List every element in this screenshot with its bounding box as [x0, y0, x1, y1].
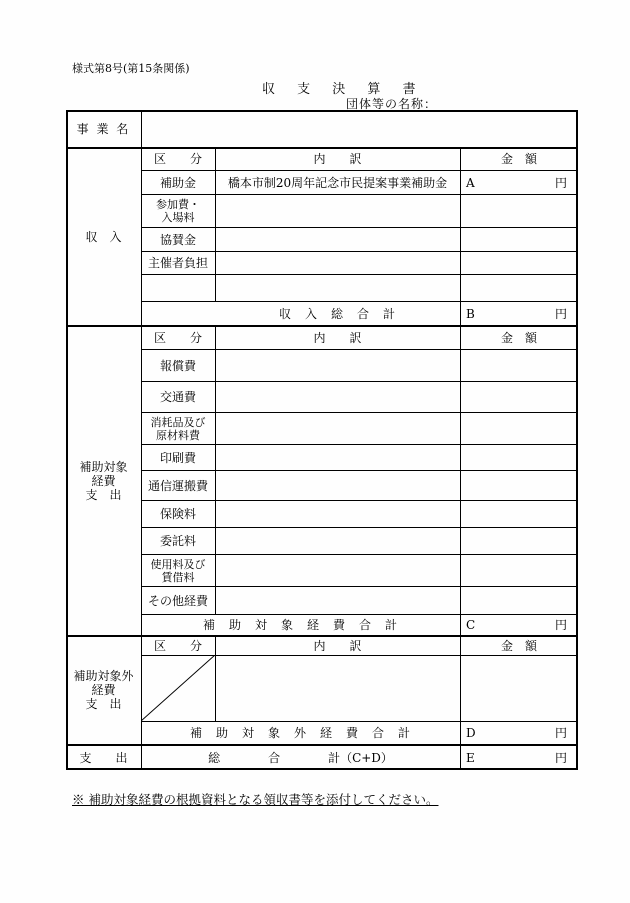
organization-name-label: 団体等の名称：: [346, 97, 438, 111]
expense-category-printing: 印刷費: [159, 450, 196, 465]
non-subsidized-header-amount: 金 額: [500, 638, 537, 653]
expense-category-rental: 使用料及び 賃借料: [150, 557, 206, 584]
subsidized-header-amount: 金 額: [500, 330, 537, 345]
expense-category-consumables: 消耗品及び 原材料費: [150, 415, 206, 442]
amount-code-c: C: [466, 618, 476, 632]
subsidized-expense-section-label: 補助対象 経費 支 出: [79, 459, 128, 502]
non-subsidized-total-label: 補 助 対 象 外 経 費 合 計: [189, 726, 411, 740]
document-title: 収 支 決 算 書: [262, 82, 425, 97]
income-detail-subsidy[interactable]: 橋本市制20周年記念市民提案事業補助金: [227, 175, 448, 190]
form-number: 様式第8号(第15条関係): [72, 62, 190, 75]
expense-category-outsourcing: 委託料: [159, 534, 196, 548]
amount-code-d: D: [466, 726, 476, 740]
expense-category-insurance: 保険料: [159, 507, 196, 521]
expense-category-other: その他経費: [147, 593, 208, 608]
grand-total-label: 総 合 計（C+D）: [208, 750, 393, 765]
income-header-detail: 内 訳: [313, 152, 362, 166]
income-header-category: 区 分: [153, 152, 202, 166]
income-category-subsidy: 補助金: [159, 175, 196, 190]
column-divider: [215, 325, 216, 614]
diagonal-strike: [141, 655, 215, 721]
income-category-organizer-share: 主催者負担: [147, 256, 208, 270]
project-name-field[interactable]: [142, 112, 576, 146]
yen-unit: 円: [554, 750, 567, 765]
non-subsidized-header-category: 区 分: [153, 638, 202, 653]
yen-unit: 円: [554, 618, 567, 632]
column-divider: [460, 147, 461, 770]
expense-category-communication: 通信運搬費: [147, 478, 208, 493]
subsidized-header-detail: 内 訳: [313, 330, 362, 345]
yen-unit: 円: [554, 175, 567, 190]
income-category-participation-fee: 参加費・ 入場料: [156, 198, 200, 224]
subsidized-header-category: 区 分: [153, 330, 202, 345]
yen-unit: 円: [554, 306, 567, 321]
income-total-label: 収 入 総 合 計: [278, 306, 396, 321]
non-subsidized-header-detail: 内 訳: [313, 638, 362, 653]
yen-unit: 円: [554, 726, 567, 740]
grand-total-section-label: 支 出: [79, 750, 128, 765]
income-section-label: 収 入: [85, 229, 122, 244]
row-divider: [141, 274, 578, 275]
non-subsidized-section-label: 補助対象外 経費 支 出: [73, 669, 134, 711]
income-header-amount: 金 額: [500, 152, 537, 166]
amount-code-e: E: [466, 750, 475, 765]
expense-category-transport: 交通費: [159, 390, 196, 404]
income-category-sponsorship: 協賛金: [159, 232, 196, 247]
subsidized-total-label: 補 助 対 象 経 費 合 計: [202, 618, 398, 632]
project-name-label: 事 業 名: [76, 121, 131, 136]
expense-category-honorarium: 報償費: [159, 358, 196, 373]
attachment-note: ※ 補助対象経費の根拠資料となる領収書等を添付してください。: [72, 792, 439, 807]
amount-code-a: A: [466, 175, 475, 190]
amount-code-b: B: [466, 306, 475, 321]
